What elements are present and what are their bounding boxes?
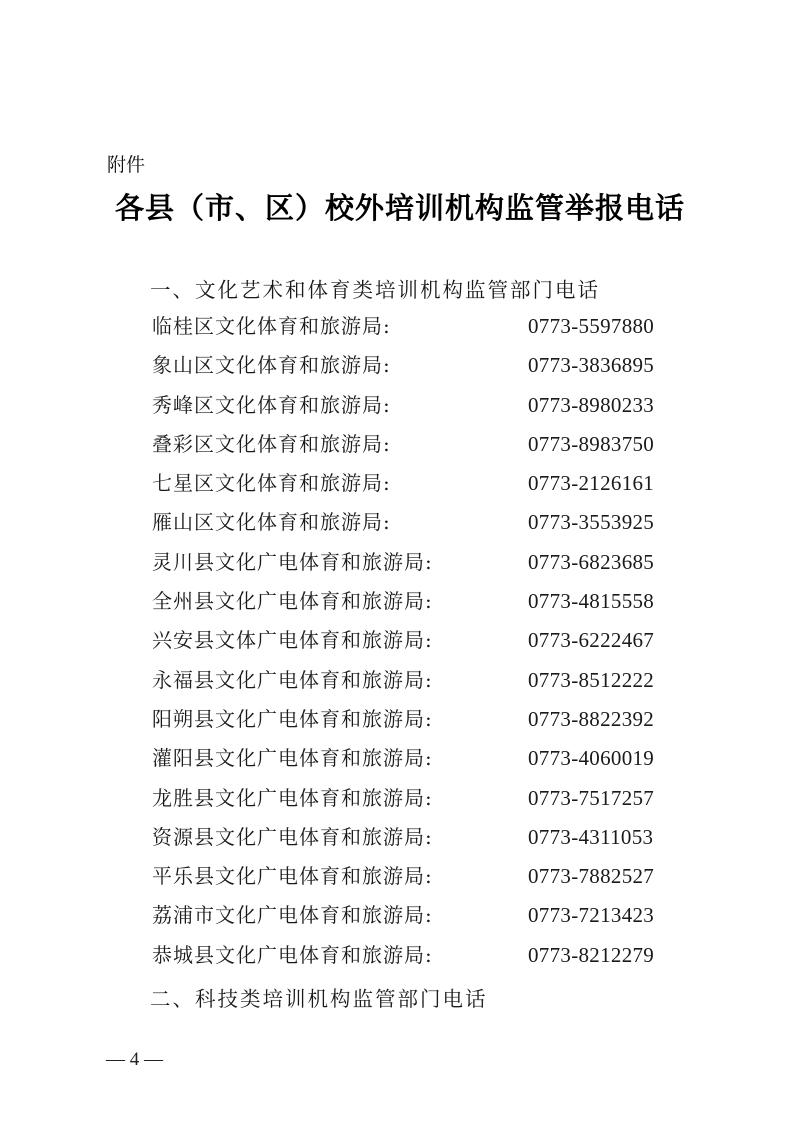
phone-number: 0773-5597880	[528, 314, 655, 338]
bureau-name: 永福县文化广电体育和旅游局:	[152, 667, 433, 692]
contact-row	[152, 586, 672, 625]
contact-row	[152, 429, 672, 468]
bureau-name: 叠彩区文化体育和旅游局:	[152, 431, 391, 456]
phone-number: 0773-4060019	[528, 746, 655, 771]
bureau-name: 七星区文化体育和旅游局:	[152, 471, 391, 496]
contact-row	[152, 390, 672, 429]
bureau-name: 阳朔县文化广电体育和旅游局:	[152, 706, 433, 731]
contact-row	[152, 665, 672, 704]
contact-row	[152, 822, 672, 861]
bureau-name: 恭城县文化广电体育和旅游局:	[152, 942, 433, 967]
phone-number: 0773-4815558	[528, 589, 655, 614]
bureau-name: 灌阳县文化广电体育和旅游局:	[152, 746, 433, 771]
contact-row	[152, 507, 672, 546]
bureau-name: 资源县文化广电体育和旅游局:	[152, 824, 433, 849]
phone-number: 0773-8980233	[528, 392, 655, 417]
phone-number: 0773-3836895	[528, 353, 655, 378]
phone-number: 0773-6222467	[528, 628, 655, 653]
bureau-name: 兴安县文体广电体育和旅游局:	[152, 628, 433, 653]
contact-row	[152, 861, 672, 900]
phone-number: 0773-8212279	[528, 942, 655, 967]
contact-row	[152, 625, 672, 664]
contact-row	[152, 704, 672, 743]
section-1-heading: 一、文化艺术和体育类培训机构监管部门电话	[150, 278, 600, 302]
phone-number: 0773-8822392	[528, 706, 655, 731]
bureau-name: 临桂区文化体育和旅游局:	[152, 314, 391, 338]
bureau-name: 秀峰区文化体育和旅游局:	[152, 392, 391, 417]
bureau-name: 平乐县文化广电体育和旅游局:	[152, 864, 433, 889]
contact-row	[152, 783, 672, 822]
contact-list	[152, 311, 672, 979]
contact-row	[152, 350, 672, 389]
contact-row	[152, 547, 672, 586]
bureau-name: 灵川县文化广电体育和旅游局:	[152, 549, 433, 574]
phone-number: 0773-7213423	[528, 903, 655, 928]
bureau-name: 雁山区文化体育和旅游局:	[152, 510, 391, 535]
phone-number: 0773-7882527	[528, 864, 655, 889]
contact-row	[152, 468, 672, 507]
phone-number: 0773-8983750	[528, 431, 655, 456]
phone-number: 0773-7517257	[528, 785, 655, 810]
section-2-heading: 二、科技类培训机构监管部门电话	[150, 987, 488, 1011]
phone-number: 0773-3553925	[528, 510, 655, 535]
contact-row	[152, 311, 672, 350]
contact-row	[152, 743, 672, 782]
contact-row	[152, 940, 672, 979]
bureau-name: 全州县文化广电体育和旅游局:	[152, 589, 433, 614]
attachment-label: 附件	[107, 154, 146, 176]
phone-number: 0773-6823685	[528, 549, 655, 574]
contact-row	[152, 900, 672, 939]
phone-number: 0773-2126161	[528, 471, 655, 496]
page-number: — 4 —	[106, 1049, 163, 1070]
document-title: 各县（市、区）校外培训机构监管举报电话	[114, 191, 685, 225]
bureau-name: 龙胜县文化广电体育和旅游局:	[152, 785, 433, 810]
bureau-name: 荔浦市文化广电体育和旅游局:	[152, 903, 433, 928]
bureau-name: 象山区文化体育和旅游局:	[152, 353, 391, 378]
phone-number: 0773-4311053	[528, 824, 654, 849]
phone-number: 0773-8512222	[528, 667, 655, 692]
